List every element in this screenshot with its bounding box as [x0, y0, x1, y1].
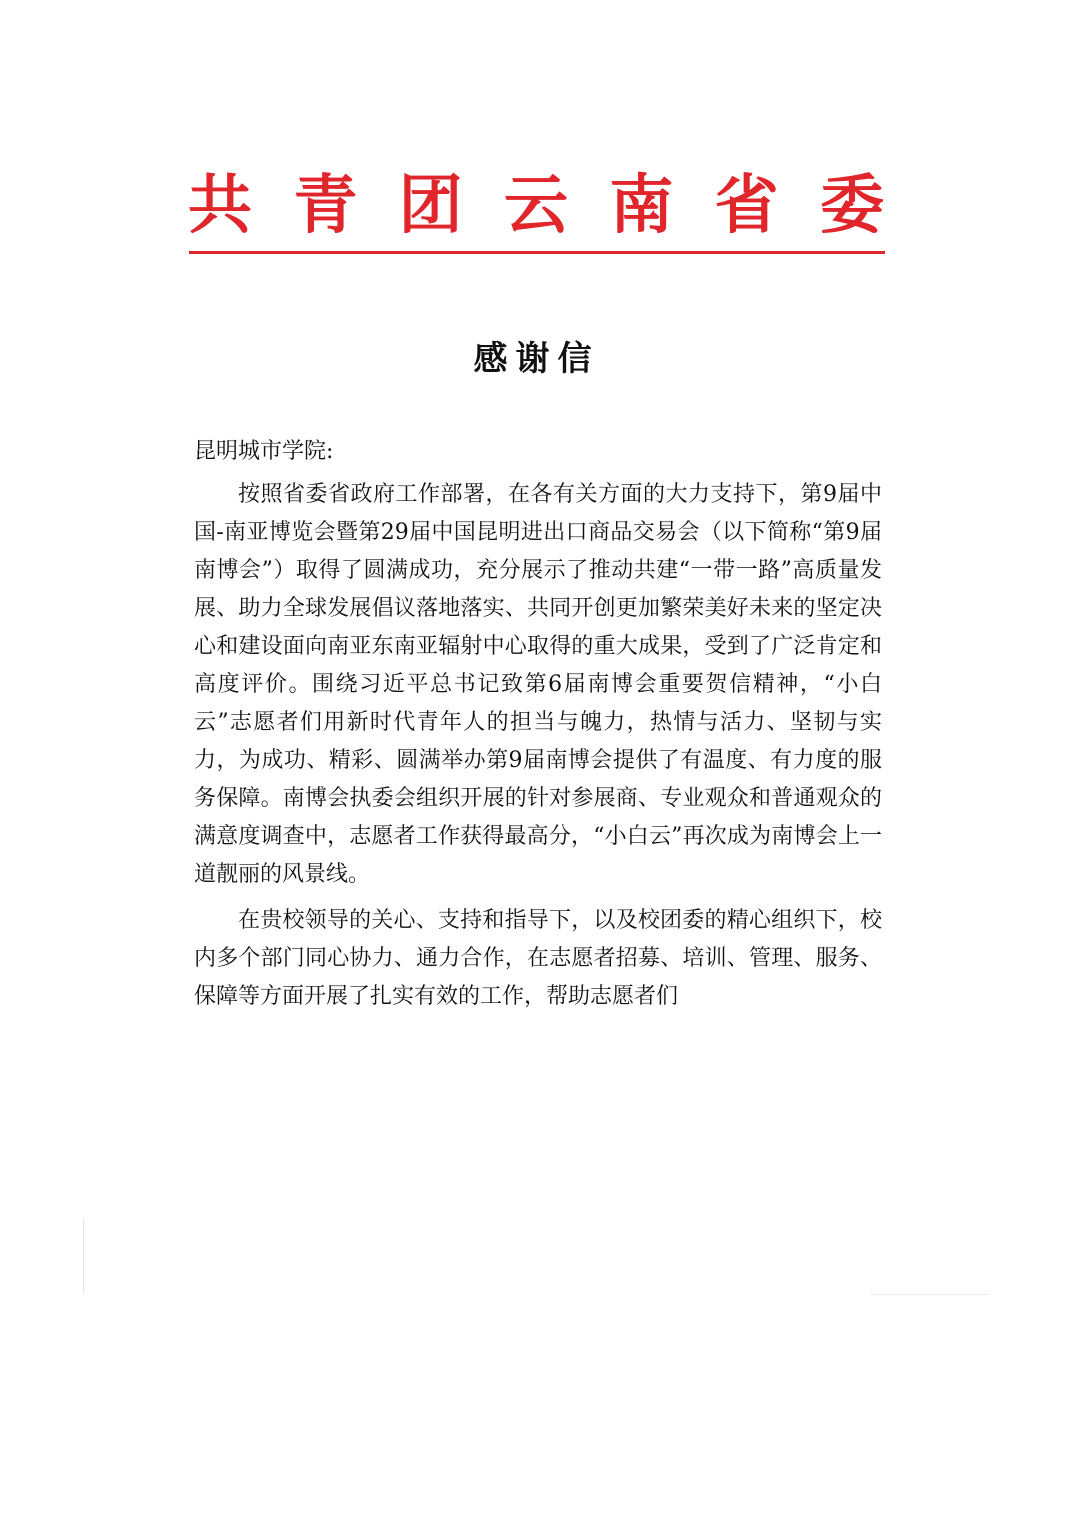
letterhead-org-name — [188, 170, 884, 242]
letterhead-char: 云 — [503, 168, 568, 243]
letterhead-red-rule — [189, 251, 885, 254]
body-paragraph: 按照省委省政府工作部署，在各有关方面的大力支持下，第9届中国-南亚博览会暨第29届中国昆明进出口商品交易会（以下简称“第9届南博会”）取得了圆满成功，充分展示了推动共建“一带一路”高质量发展、助力全球发展倡议落地落实、共同开创更加繁荣美好未来的坚定决心和建设面向南亚东南亚辐射中心取得的重大成果，受到了广泛肯定和高度评价。围绕习近平总书记致第6届南博会重要贺信精神，“小白云”志愿者们用新时代青年人的担当与魄力，热情与活力、坚韧与实力，为成功、精彩、圆满举办第9届南博会提供了有温度、有力度的服务保障。南博会执委会组织开展的针对参展商、专业观众和普通观众的满意度调查中，志愿者工作获得最高分，“小白云”再次成为南博会上一道靓丽的风景线。 — [194, 482, 882, 887]
salutation: 昆明城市学院: — [194, 439, 334, 464]
scan-edge-mark — [83, 1218, 84, 1294]
letter-body — [194, 476, 882, 1024]
letterhead-char: 省 — [714, 168, 779, 243]
letterhead-char: 委 — [819, 168, 884, 243]
letterhead-char: 共 — [188, 168, 252, 243]
letterhead-char: 团 — [398, 168, 463, 243]
scan-edge-mark — [870, 1294, 990, 1295]
document-title: 感谢信 — [473, 339, 600, 379]
body-paragraph: 在贵校领导的关心、支持和指导下，以及校团委的精心组织下，校内多个部门同心协力、通力合作，在志愿者招募、培训、管理、服务、保障等方面开展了扎实有效的工作，帮助志愿者们 — [194, 908, 882, 1009]
letterhead-char: 青 — [293, 168, 358, 243]
letterhead-char: 南 — [609, 168, 674, 243]
